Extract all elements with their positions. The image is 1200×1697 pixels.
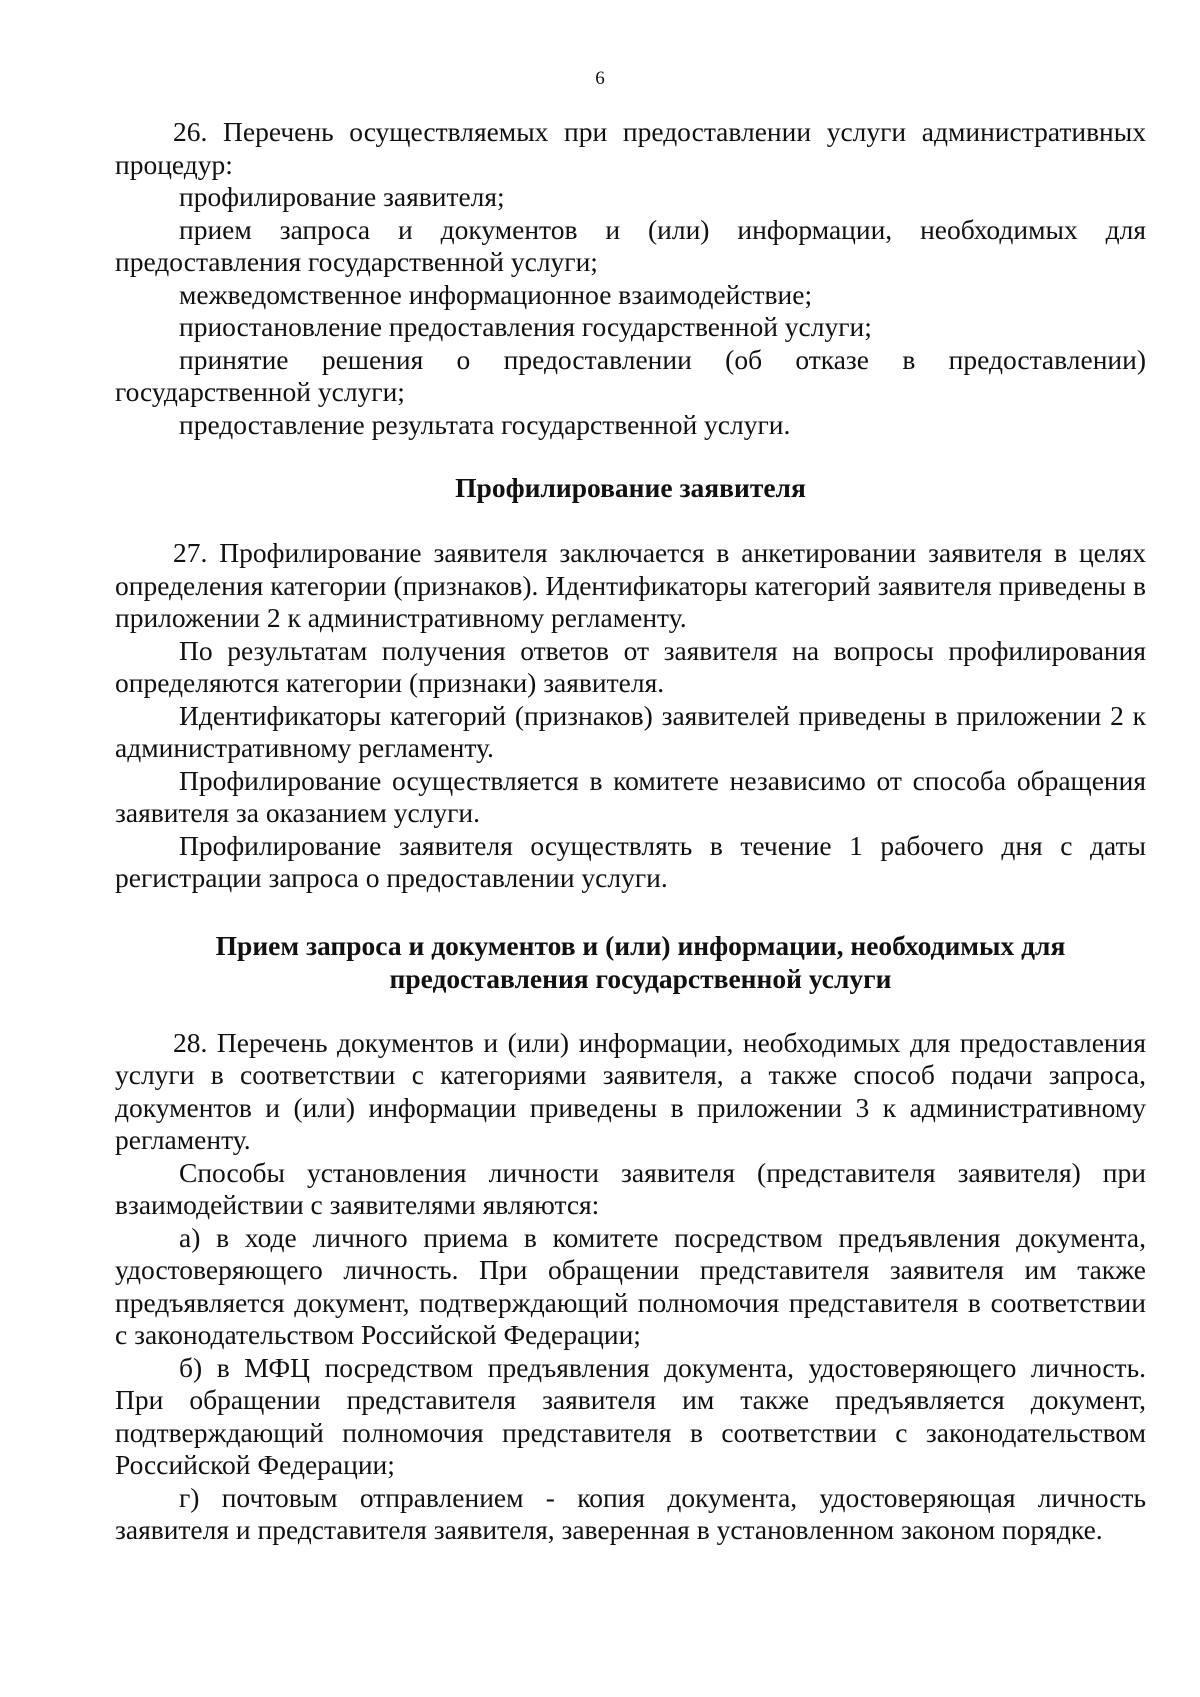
section-28-paragraph: г) почтовым отправлением - копия документа, удостоверяющая личность заявителя и представителя заявителя, заверенная в установленном законом порядке. [115,1481,1146,1545]
page-number: 6 [595,68,605,89]
procedure-item: принятие решения о предоставлении (об отказе в предоставлении) государственной услуги; [115,343,1146,407]
procedure-item: приостановление предоставления государственной услуги; [179,311,872,342]
section-27-paragraph: Идентификаторы категорий (признаков) заявителей приведены в приложении 2 к административному регламенту. [115,699,1146,763]
section-27-paragraph: Профилирование заявителя осуществлять в течение 1 рабочего дня с даты регистрации запроса о предоставлении услуги. [115,829,1146,893]
section-heading-request-reception: Прием запроса и документов и (или) информации, необходимых для предоставления государственной услуги [215,929,1066,994]
procedure-item: предоставление результата государственной услуги. [179,408,791,440]
procedure-item: межведомственное информационное взаимодействие; [179,278,813,310]
section-27-paragraph: Профилирование осуществляется в комитете независимо от способа обращения заявителя за оказанием услуги. [115,764,1146,828]
section-28-paragraph: Способы установления личности заявителя (представителя заявителя) при взаимодействии с заявителями являются: [115,1156,1146,1220]
section-28-paragraph: 28. Перечень документов и (или) информации, необходимых для предоставления услуги в соответствии с категориями заявителя, а также способ подачи запроса, документов и (или) информации приведены в приложении 3 к административному регламенту. [115,1026,1146,1155]
section-28-paragraph: а) в ходе личного приема в комитете посредством предъявления документа, удостоверяющего личность. При обращении представителя заявителя им также предъявляется документ, подтверждающий полномочия представителя в соответствии с законодательством Российской Федерации; [115,1221,1146,1350]
section-heading-profiling: Профилирование заявителя [455,472,806,503]
section-27-paragraph: 27. Профилирование заявителя заключается в анкетировании заявителя в целях определения категории (признаков). Идентификаторы категорий заявителя приведены в приложении 2 к административному регламенту. [115,537,1146,633]
section-26-intro: 26. Перечень осуществляемых при предоставлении услуги административных процедур: [115,116,1146,180]
procedure-item: прием запроса и документов и (или) информации, необходимых для предоставления государственной услуги; [115,213,1146,277]
section-28-paragraph: б) в МФЦ посредством предъявления документа, удостоверяющего личность. При обращении представителя заявителя им также предъявляется документ, подтверждающий полномочия представителя в соответствии с законодательством Российской Федерации; [115,1351,1146,1480]
document-body [115,116,1146,1547]
section-27-paragraph: По результатам получения ответов от заявителя на вопросы профилирования определяются категории (признаки) заявителя. [115,634,1146,698]
procedure-item: профилирование заявителя; [179,181,505,212]
